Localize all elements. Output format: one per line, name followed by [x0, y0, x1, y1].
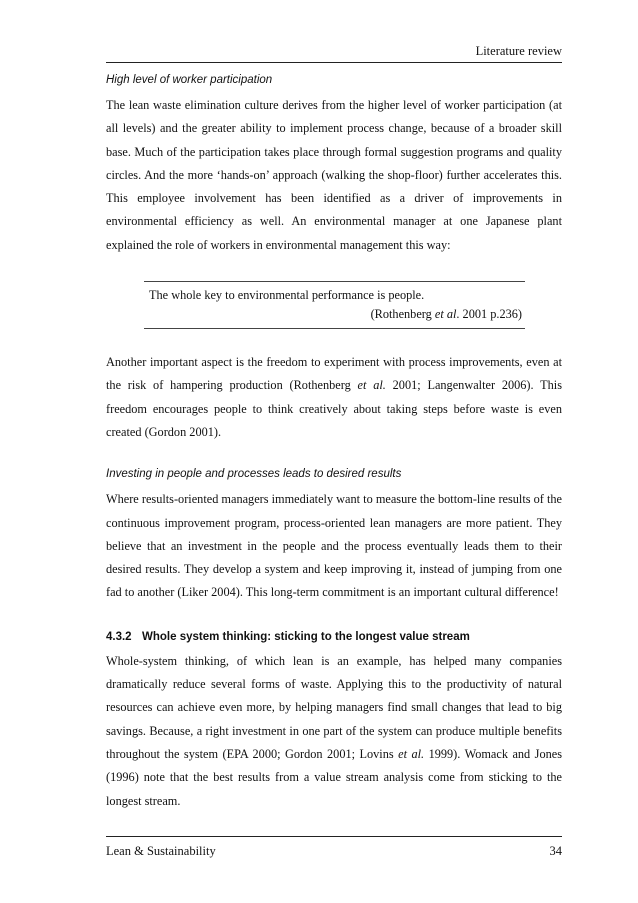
- running-header: Literature review: [475, 44, 562, 58]
- section3-italic: et al.: [398, 746, 425, 761]
- quote-rule-bottom: [144, 328, 525, 329]
- block-quote: [144, 281, 525, 329]
- paragraph-investing-in-people: Where results-oriented managers immediately want to measure the bottom-line results of the continuous improvement program, process-oriented lean managers are more patient. They believe that an investment in the people and the process eventually leads them to their desired results. They develop a system and keep improving it, instead of jumping from one fad to another (Liker 2004). This long-term commitment is an important cultural difference!: [106, 492, 562, 600]
- paragraph2-part2: 2001; Langenwalter 2006). This freedom encourages people to think creatively about taking steps before waste is even created (Gordon 2001).: [106, 378, 563, 439]
- quote-cite-italic: et al: [434, 307, 457, 322]
- paragraph-worker-participation: The lean waste elimination culture derives from the higher level of worker participation (at all levels) and the greater ability to implement process change, because of a broader skill base. Much of the participation takes place through formal suggestion programs and quality circles. And the more ‘hands-on’ approach (walking the shop-floor) further accelerates this. This employee involvement has been identified as a driver of improvements in environmental efficiency as well. An environmental manager at one Japanese plant explained the role of workers in environmental management this way:: [106, 98, 562, 252]
- section-number: 4.3.2: [106, 630, 132, 643]
- quote-cite-suffix: . 2001 p.236): [456, 307, 522, 322]
- section3-part2: 1999). Womack and Jones (1996) note that the best results from a value stream analysis come from sticking to the longest stream.: [106, 746, 562, 808]
- paragraph2-italic: et al.: [357, 378, 386, 393]
- paragraph-whole-system-thinking: [106, 650, 562, 813]
- page-number: 34: [549, 844, 562, 858]
- subheading-investing-in-people: Investing in people and processes leads to desired results: [106, 468, 402, 481]
- footer-title: Lean & Sustainability: [106, 844, 216, 858]
- page-body: [106, 73, 562, 813]
- quote-citation: [144, 305, 525, 324]
- paragraph-freedom-to-experiment: [106, 351, 562, 444]
- section3-part1: Whole-system thinking, of which lean is an example, has helped many companies dramatically reduce several forms of waste. Applying this to the productivity of natural resources can achieve even more, by helping managers find small changes that lead to big savings. Because, a right investment in one part of the system can produce multiple benefits throughout the system (EPA 2000; Gordon 2001; Lovins: [106, 653, 562, 761]
- footer-rule: [106, 836, 562, 837]
- quote-cite-prefix: (Rothenberg: [370, 307, 435, 322]
- subheading-worker-participation: High level of worker participation: [106, 74, 273, 86]
- section-title: Whole system thinking: sticking to the longest value stream: [142, 630, 470, 643]
- header-rule: [106, 62, 562, 63]
- section-heading-4-3-2: [106, 629, 562, 645]
- paragraph2-part1: Another important aspect is the freedom to experiment with process improvements, even at the risk of hampering production (Rothenberg: [106, 355, 562, 393]
- quote-text: The whole key to environmental performance is people.: [149, 288, 425, 303]
